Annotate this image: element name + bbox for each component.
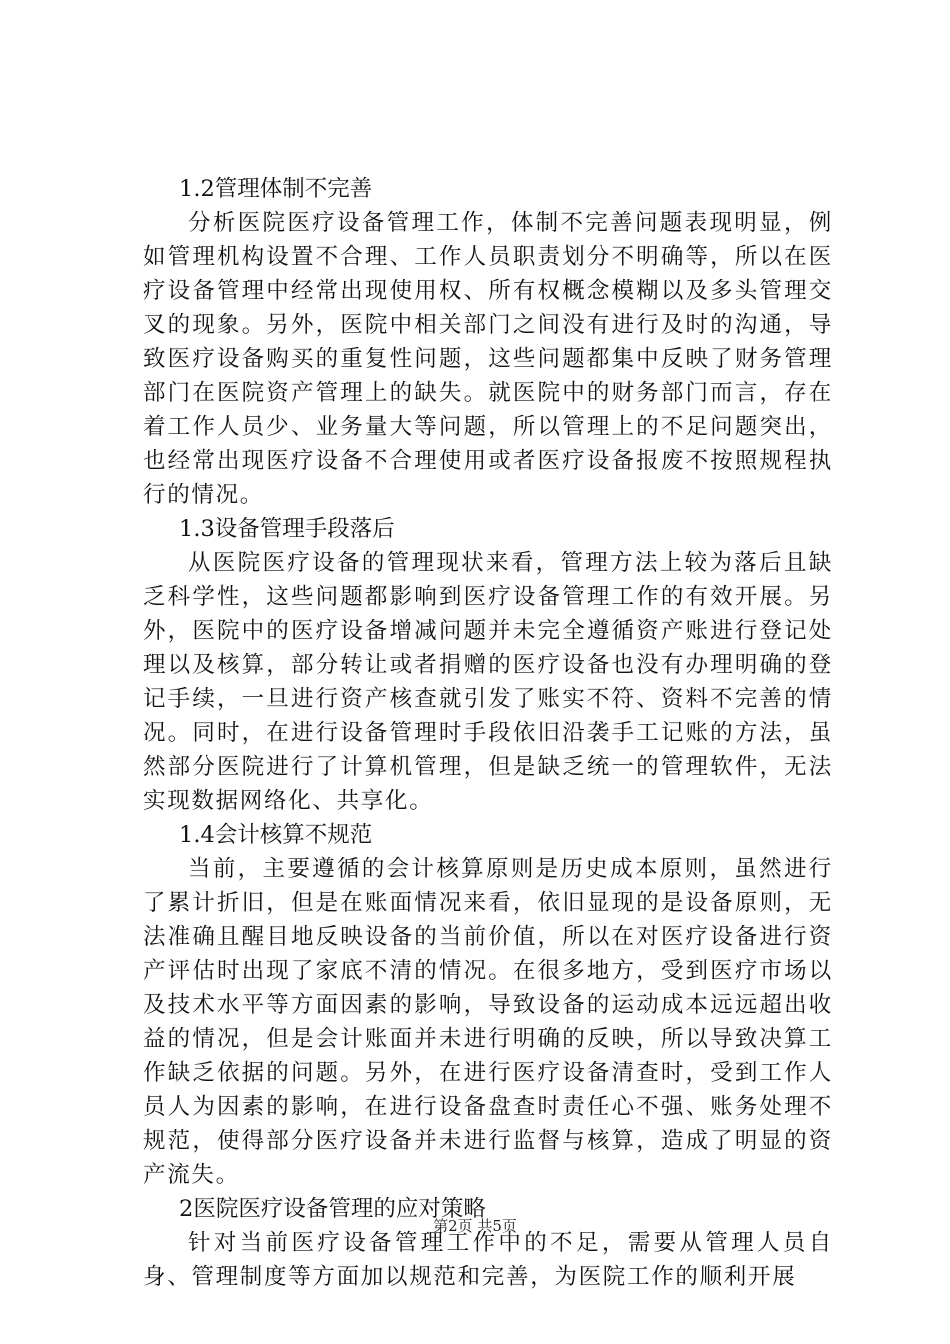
document-body — [143, 172, 833, 1294]
section-paragraph-1-2: 分析医院医疗设备管理工作，体制不完善问题表现明显，例如管理机构设置不合理、工作人员职责划分不明确等，所以在医疗设备管理中经常出现使用权、所有权概念模糊以及多头管理交叉的现象。另外，医院中相关部门之间没有进行及时的沟通，导致医疗设备购买的重复性问题，这些问题都集中反映了财务管理部门在医院资产管理上的缺失。就医院中的财务部门而言，存在着工作人员少、业务量大等问题，所以管理上的不足问题突出，也经常出现医疗设备不合理使用或者医疗设备报废不按照规程执行的情况。 — [143, 210, 833, 508]
section-heading-2: 2医院医疗设备管理的应对策略 — [179, 1196, 486, 1222]
section-paragraph-1-4: 当前，主要遵循的会计核算原则是历史成本原则，虽然进行了累计折旧，但是在账面情况来看，依旧显现的是设备原则，无法准确且醒目地反映设备的当前价值，所以在对医疗设备进行资产评估时出现了家底不清的情况。在很多地方，受到医疗市场以及技术水平等方面因素的影响，导致设备的运动成本远远超出收益的情况，但是会计账面并未进行明确的反映，所以导致决算工作缺乏依据的问题。另外，在进行医疗设备清查时，受到工作人员人为因素的影响，在进行设备盘查时责任心不强、账务处理不规范，使得部分医疗设备并未进行监督与核算，造成了明显的资产流失。 — [143, 856, 833, 1188]
page-number-label: 第2页 共5页 — [433, 1217, 517, 1235]
page-footer — [0, 1216, 950, 1236]
section-paragraph-2: 针对当前医疗设备管理工作中的不足，需要从管理人员自身、管理制度等方面加以规范和完善，为医院工作的顺利开展 — [143, 1230, 833, 1290]
section-heading-1-2: 1.2管理体制不完善 — [179, 176, 373, 202]
section-heading-1-3: 1.3设备管理手段落后 — [179, 516, 395, 542]
section-paragraph-1-3: 从医院医疗设备的管理现状来看，管理方法上较为落后且缺乏科学性，这些问题都影响到医疗设备管理工作的有效开展。另外，医院中的医疗设备增减问题并未完全遵循资产账进行登记处理以及核算，部分转让或者捐赠的医疗设备也没有办理明确的登记手续，一旦进行资产核查就引发了账实不符、资料不完善的情况。同时，在进行设备管理时手段依旧沿袭手工记账的方法，虽然部分医院进行了计算机管理，但是缺乏统一的管理软件，无法实现数据网络化、共享化。 — [143, 550, 833, 814]
section-heading-1-4: 1.4会计核算不规范 — [179, 822, 373, 848]
